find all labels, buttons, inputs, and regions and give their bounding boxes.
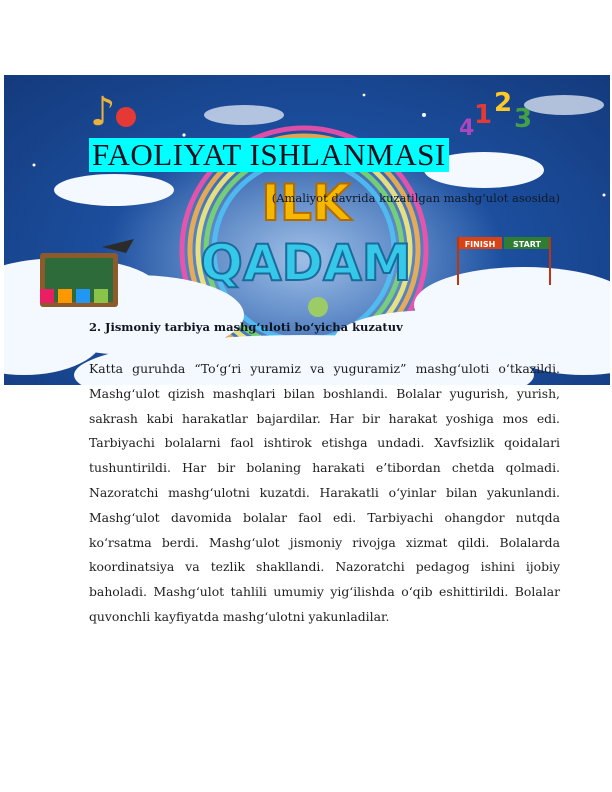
music-note-icon: ♪ <box>90 89 116 135</box>
section-title: 2. Jismoniy tarbiya mashg‘uloti bo‘yicha kuzatuv <box>89 320 403 334</box>
number-1-icon: 1 <box>474 100 493 130</box>
section-body: Katta guruhda “To‘g‘ri yuramiz va yuguramiz” mashg‘uloti o‘tkazildi. Mashg‘ulot qizish mashqlari bilan boshlandi. Bolalar yugurish, yurish, sakrash kabi harakatlar bajardilar. Har bir harakat yoshiga mos edi. Tarbiyachi bolalarni faol ishtirok etishga undadi. Xavfsizlik qoidalari tushuntirildi. Har bir bolaning harakati e’tibordan chetda qolmadi. Nazoratchi mashg‘ulotni kuzatdi. Harakatli o‘yinlar bilan yakunlandi. Mashg‘ulot davomida bolalar faol edi. Tarbiyachi ohangdor nutqda ko‘rsatma berdi. Mashg‘ulot jismoniy rivojga xizmat qildi. Bolalarda koordinatsiya va tezlik shakllandi. Nazoratchi pedagog ishini ijobiy baholadi. Mashg‘ulot tahlili umumiy yig‘ilishda o‘qib eshittirildi. Bolalar quvonchli kayfiyatda mashg‘ulotni yakunladilar. <box>89 361 560 624</box>
page-title: FAOLIYAT ISHLANMASI <box>89 138 449 172</box>
banner-illustration <box>4 75 610 385</box>
flag-label-right: START <box>512 240 542 249</box>
flag-label-left: FINISH <box>464 240 496 249</box>
apple-icon <box>116 107 136 127</box>
number-4-icon: 4 <box>459 116 475 141</box>
logo-word-bottom: QADAM <box>200 234 412 292</box>
number-3-icon: 3 <box>514 104 533 134</box>
header-banner <box>4 75 610 385</box>
number-2-icon: 2 <box>494 88 513 118</box>
page-subtitle: (Amaliyot davrida kuzatilgan mashg‘ulot asosida) <box>271 191 560 205</box>
mascot-icon <box>308 297 328 317</box>
logo-word-top: ILK <box>261 174 351 232</box>
